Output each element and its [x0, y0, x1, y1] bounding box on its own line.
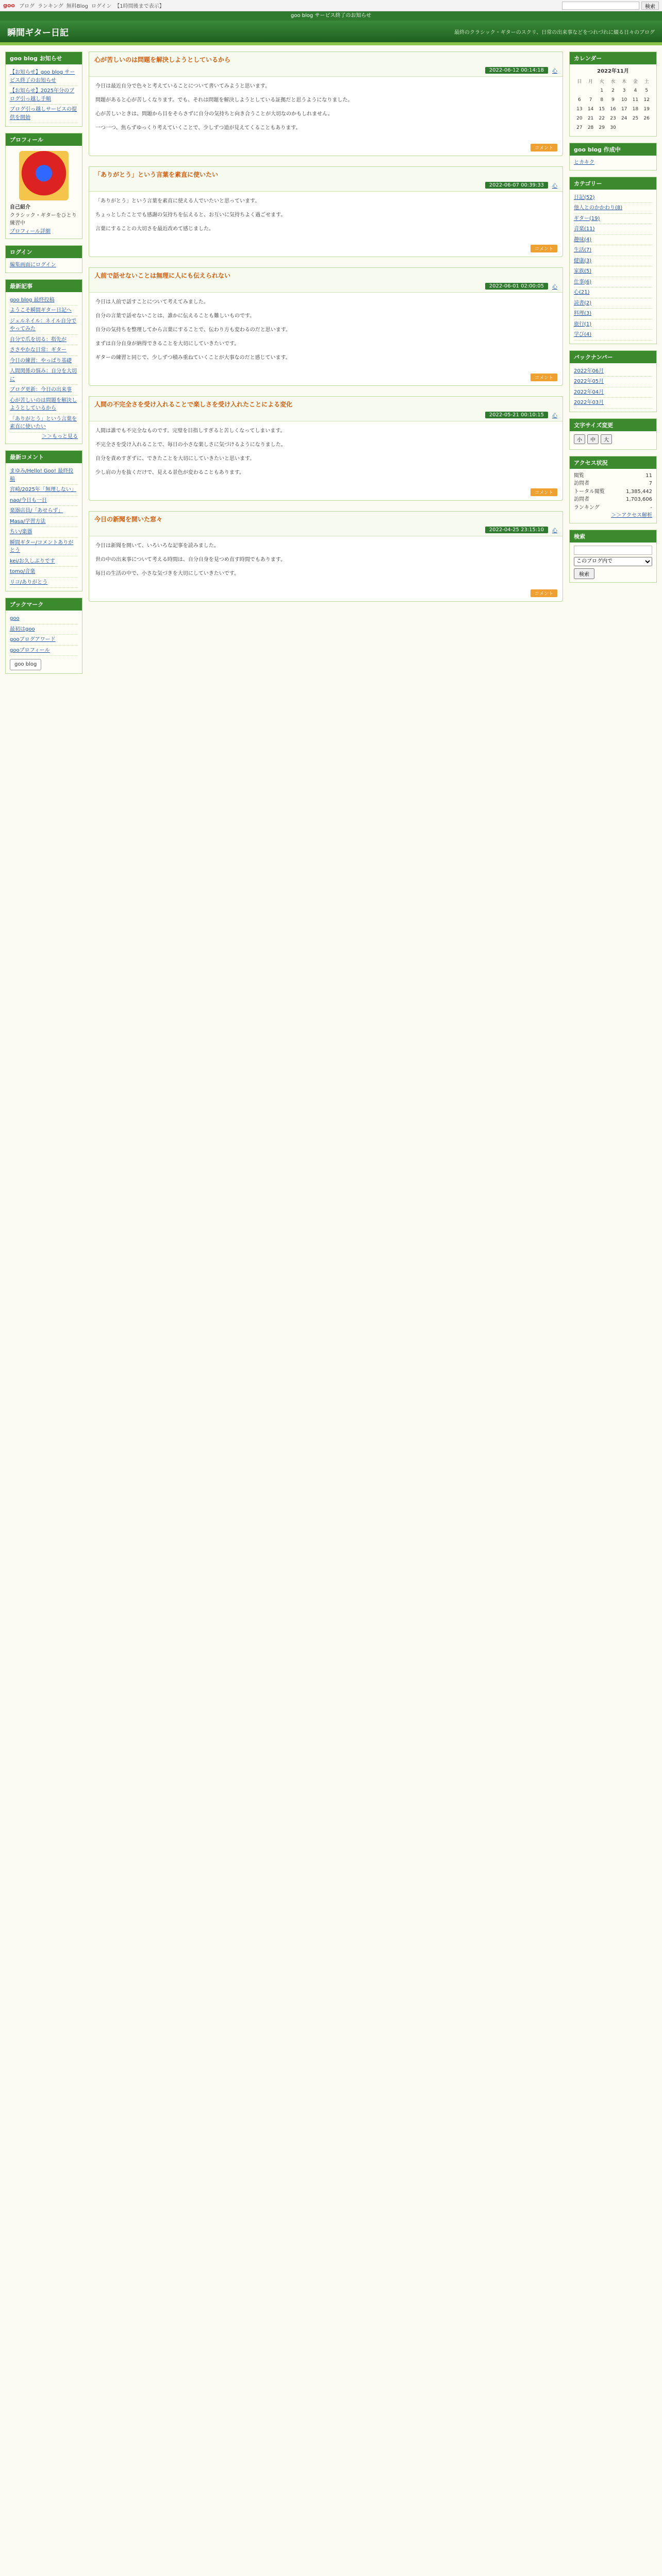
bookmark-item[interactable]: goo	[10, 616, 20, 621]
calendar-day	[574, 87, 585, 96]
entry-body	[89, 192, 562, 245]
calendar-weekday: 土	[644, 79, 649, 84]
search-button[interactable]: 検索	[574, 568, 594, 579]
category-item[interactable]: 生活(7)	[574, 247, 592, 253]
header-link[interactable]: ログイン	[91, 4, 112, 9]
entry-category[interactable]: 心	[552, 528, 557, 534]
recent-item[interactable]: ブログ更新：今日の出来事	[10, 387, 72, 393]
recent-item[interactable]: ジェルネイル：ネイル自分でやってみた	[10, 318, 77, 332]
entry-paragraph: 今日は新聞を開いて、いろいろな記事を読みました。	[95, 543, 219, 549]
calendar-day	[619, 124, 630, 133]
comments-box	[5, 450, 82, 591]
comment-item[interactable]: Masa/学習方法	[10, 518, 46, 524]
calendar-day: 7	[589, 97, 592, 103]
recent-more-link[interactable]: ＞＞もっと見る	[42, 433, 78, 439]
entry	[89, 52, 563, 156]
entry-paragraph: 不完全さを受け入れることで、毎日の小さな楽しさに気づけるようになりました。	[95, 442, 286, 448]
blogger-box	[569, 143, 657, 171]
notice-item[interactable]: 【お知らせ】goo blog サービス終了のお知らせ	[10, 70, 75, 83]
access-label: 閲覧	[574, 472, 584, 479]
calendar-box	[569, 52, 657, 137]
calendar-day: 26	[643, 116, 650, 122]
recent-item[interactable]: goo blog 最終投稿	[10, 297, 55, 303]
calendar-weekday: 金	[633, 79, 638, 84]
notice-title: goo blog お知らせ	[6, 52, 82, 64]
profile-title: プロフィール	[6, 133, 82, 146]
recent-item[interactable]: 今日の練習：やっぱり基礎	[10, 358, 72, 364]
entry-title[interactable]: 人間の不完全さを受け入れることで楽しさを受け入れたことによる変化	[94, 401, 293, 408]
entry-paragraph: まずは自分自身が納得できることを大切にしていきたいです。	[95, 341, 240, 347]
blog-title[interactable]: 瞬間ギター日記	[7, 27, 69, 38]
calendar-day: 28	[587, 125, 594, 131]
search-box	[569, 530, 657, 583]
entry-title[interactable]: 「ありがとう」という言葉を素直に使いたい	[94, 171, 219, 178]
backnumber-item[interactable]: 2022年05月	[574, 379, 604, 385]
category-item[interactable]: 心(21)	[574, 290, 590, 296]
calendar-day: 27	[576, 125, 583, 131]
calendar-title: カレンダー	[570, 52, 656, 64]
recent-title: 最新記事	[6, 280, 82, 292]
calendar-day: 8	[600, 97, 604, 103]
comment-link[interactable]: コメント	[531, 488, 557, 496]
calendar-caption: 2022年11月	[597, 69, 629, 74]
entry-paragraph: 言葉にすることの大切さを最近改めて感じました。	[95, 226, 214, 232]
entry-body	[89, 421, 562, 488]
backnumber-title: バックナンバー	[570, 351, 656, 363]
comment-link[interactable]: コメント	[531, 245, 557, 252]
calendar-day: 15	[599, 107, 605, 112]
calendar-day: 23	[610, 116, 616, 122]
blog-description: 最終のクラシック・ギターのスクリ、日常の出来事などをつれづれに綴る日々のブログ	[454, 29, 655, 36]
notice-item[interactable]: 【お知らせ】2025年分のブログ引っ越し手順	[10, 88, 75, 102]
calendar-day: 10	[621, 97, 627, 103]
blog-header	[0, 21, 662, 45]
access-box	[569, 456, 657, 523]
calendar-day: 11	[632, 97, 639, 103]
right-sidebar	[569, 52, 657, 2576]
entry-paragraph: 心が苦しいときは、問題から目をそらさずに自分の気持ちと向き合うことが大切なのかもしれません。	[95, 111, 333, 117]
entry-paragraph: 問題があると心が苦しくなります。でも、それは問題を解決しようとしている証拠だと思うようになりました。	[95, 97, 353, 103]
login-title: ログイン	[6, 246, 82, 258]
access-title: アクセス状況	[570, 456, 656, 469]
entry-date: 2022-06-12 00:14:18	[485, 67, 548, 74]
calendar-weekday: 木	[622, 79, 627, 84]
comment-item[interactable]: tomo/音楽	[10, 569, 36, 574]
bookmark-item[interactable]: gooプロフィール	[10, 647, 50, 653]
profile-name: 自己紹介	[10, 205, 30, 210]
category-item[interactable]: 音楽(11)	[574, 226, 595, 232]
calendar-day: 4	[634, 88, 637, 94]
calendar-weekday: 月	[588, 79, 593, 84]
category-item[interactable]: 日記(52)	[574, 194, 595, 200]
entry-paragraph: ギターの練習と同じで、少しずつ積み重ねていくことが大事なのだと感じています。	[95, 355, 291, 361]
comment-item[interactable]: ちい/楽器	[10, 529, 32, 535]
profile-text: クラシック・ギターをひとり練習中	[10, 212, 77, 226]
calendar-day	[585, 87, 597, 96]
profile-box	[5, 133, 82, 239]
entry-body	[89, 536, 562, 589]
header-search-input[interactable]	[562, 2, 639, 10]
entry-title[interactable]: 今日の新聞を開いた窓々	[94, 516, 163, 523]
access-label: トータル閲覧	[574, 488, 605, 495]
calendar-day: 14	[587, 107, 594, 112]
bookmarks-box	[5, 598, 82, 674]
service-notice-bar[interactable]: goo blog サービス終了のお知らせ	[0, 11, 662, 21]
entry-paragraph: 毎日の生活の中で、小さな気づきを大切にしていきたいです。	[95, 571, 239, 577]
entry	[89, 166, 563, 257]
recent-item[interactable]: 心が苦しいのは問題を解決しようとしているから	[10, 397, 77, 411]
access-value: 1,703,606	[626, 497, 652, 503]
calendar-day: 17	[621, 107, 627, 112]
access-value: 11	[646, 472, 652, 479]
entry-category[interactable]: 心	[552, 413, 557, 419]
entry-paragraph: ちょっとしたことでも感謝の気持ちを伝えると、お互いに気持ちよく過ごせます。	[95, 212, 286, 218]
category-title: カテゴリー	[570, 177, 656, 190]
calendar-day: 25	[632, 116, 639, 122]
calendar-day: 20	[576, 116, 583, 122]
recent-item[interactable]: ささやかな日常：ギター	[10, 347, 67, 353]
recent-box	[5, 279, 82, 445]
calendar-weekday: 水	[610, 79, 616, 84]
category-box	[569, 177, 657, 344]
backnumber-item[interactable]: 2022年03月	[574, 400, 604, 406]
header-link[interactable]: ランキング	[38, 4, 63, 9]
entry-date: 2022-04-25 23:15:10	[485, 527, 548, 533]
comment-link[interactable]: コメント	[531, 374, 557, 381]
header-link[interactable]: ブログ	[19, 4, 35, 9]
entry-date: 2022-05-21 00:10:15	[485, 412, 548, 418]
recent-item[interactable]: 「ありがとう」という言葉を素直に使いたい	[10, 416, 77, 430]
header-notice: 【1時間後まで表示】	[114, 4, 164, 9]
header-link[interactable]: 無料Blog	[66, 4, 88, 9]
entry-category[interactable]: 心	[552, 284, 557, 290]
search-scope-select[interactable]	[574, 557, 652, 566]
login-link[interactable]: 編集画面にログイン	[10, 262, 56, 268]
goo-logo[interactable]: goo	[3, 2, 15, 9]
entry-category[interactable]: 心	[552, 183, 557, 189]
recent-item[interactable]: 自分で爪を切る：指先が	[10, 336, 67, 343]
entry-date: 2022-06-01 02:00:05	[485, 283, 548, 290]
search-input[interactable]	[574, 546, 652, 555]
entry-paragraph: 世の中の出来事について考える時間は、自分自身を見つめ直す時間でもあります。	[95, 557, 286, 563]
font-middle-button[interactable]: 中	[587, 434, 599, 444]
entry-paragraph: 「ありがとう」という言葉を素直に使える人でいたいと思っています。	[95, 198, 260, 204]
entry	[89, 396, 563, 501]
bookmarks-title: ブックマーク	[6, 598, 82, 611]
calendar-table	[574, 78, 652, 133]
notice-item[interactable]: ブログ引っ越しサービスの提供を開始	[10, 107, 77, 121]
profile-more-link[interactable]: プロフィール詳細	[10, 228, 51, 234]
comment-item[interactable]: nao/今日も一日	[10, 497, 47, 503]
header-search-button[interactable]: 検索	[641, 2, 659, 10]
avatar	[19, 151, 69, 200]
entry	[89, 511, 563, 602]
calendar-day: 18	[632, 107, 639, 112]
calendar-day: 16	[610, 107, 616, 112]
entry-paragraph: 人間は誰でも不完全なものです。完璧を目指しすぎると苦しくなってしまいます。	[95, 428, 286, 434]
backnumber-box	[569, 350, 657, 412]
access-value: 7	[649, 481, 652, 487]
category-item[interactable]: 趣味(4)	[574, 236, 592, 243]
calendar-day: 13	[576, 107, 583, 112]
recent-item[interactable]: ようこそ瞬間ギター日記へ	[10, 308, 72, 313]
calendar-day: 5	[645, 88, 648, 94]
main-content	[89, 52, 563, 2576]
category-item[interactable]: 健康(3)	[574, 258, 592, 264]
calendar-day: 24	[621, 116, 627, 122]
calendar-day: 3	[622, 88, 626, 94]
calendar-day: 9	[611, 97, 615, 103]
category-item[interactable]: 仕事(6)	[574, 279, 592, 285]
left-sidebar	[5, 52, 82, 2576]
entry-body	[89, 293, 562, 374]
login-box	[5, 245, 82, 273]
site-header	[0, 0, 662, 11]
entry-paragraph: 今日は最近自分で色々と考えていることについて書いてみようと思います。	[95, 83, 270, 89]
access-label: ランキング	[574, 504, 600, 511]
comment-item[interactable]: リコ/ありがとう	[10, 579, 48, 585]
category-item[interactable]: 家族(5)	[574, 268, 592, 275]
calendar-day: 22	[599, 116, 605, 122]
category-item[interactable]: 読書(2)	[574, 300, 592, 306]
category-item[interactable]: 他人とのかかわり(8)	[574, 205, 623, 211]
calendar-weekday: 火	[599, 79, 604, 84]
comment-item[interactable]: まゆみ/Hello! Goo! 最終投稿	[10, 468, 74, 482]
calendar-day: 12	[643, 97, 650, 103]
blogger-link[interactable]: ヒカキク	[574, 160, 594, 166]
notice-box	[5, 52, 82, 127]
goo-blog-button[interactable]: goo blog	[10, 659, 41, 670]
comment-link[interactable]: コメント	[531, 144, 557, 151]
entry-paragraph: 自分を責めすぎずに、できたことを大切にしていきたいと思います。	[95, 456, 255, 462]
entry-paragraph: 自分の言葉で話せないことは、誰かに伝えることも難しいものです。	[95, 313, 255, 319]
access-label: 訪問者	[574, 497, 589, 503]
comment-item[interactable]: kei/お久しぶりです	[10, 558, 55, 564]
calendar-day: 1	[600, 88, 604, 94]
calendar-day: 19	[643, 107, 650, 112]
entry-category[interactable]: 心	[552, 69, 557, 74]
header-links	[19, 2, 164, 9]
access-value: 1,385,442	[626, 488, 652, 495]
entry-paragraph: 一つ一つ、焦らずゆっくり考えていくことで、少しずつ道が見えてくることもあります。	[95, 125, 301, 131]
calendar-day: 29	[599, 125, 605, 131]
calendar-day: 30	[610, 125, 616, 131]
entry-paragraph: 自分の気持ちを整理してから言葉にすることで、伝わり方も変わるのだと思います。	[95, 327, 291, 333]
entry	[89, 267, 563, 386]
font-size-box	[569, 418, 657, 450]
category-item[interactable]: 旅行(1)	[574, 321, 592, 327]
font-large-button[interactable]: 大	[601, 434, 612, 444]
backnumber-item[interactable]: 2022年06月	[574, 368, 604, 374]
access-label: 訪問者	[574, 481, 589, 487]
recent-item[interactable]: 人間関係の悩み：自分を大切に	[10, 368, 77, 382]
font-size-title: 文字サイズ変更	[570, 419, 656, 431]
category-item[interactable]: 料理(3)	[574, 311, 592, 317]
calendar-day: 6	[577, 97, 581, 103]
access-more-link[interactable]: ＞＞アクセス解析	[611, 513, 652, 519]
entry-paragraph: 今日は人前で話すことについて考えてみました。	[95, 299, 209, 305]
entry-date: 2022-06-07 00:39:33	[485, 182, 548, 189]
calendar-day	[630, 124, 641, 133]
search-title: 検索	[570, 530, 656, 543]
comment-item[interactable]: 楽器店員/「あせらず」	[10, 508, 63, 514]
bookmark-item[interactable]: 最初はgoo	[10, 626, 35, 632]
header-search	[562, 2, 659, 10]
backnumber-item[interactable]: 2022年04月	[574, 389, 604, 395]
calendar-day: 21	[587, 116, 594, 122]
category-item[interactable]: 学び(4)	[574, 332, 592, 338]
calendar-weekday: 日	[577, 79, 582, 84]
bookmark-item[interactable]: gooブログアワード	[10, 637, 56, 642]
comment-item[interactable]: 宮崎/2025年「無理しない」	[10, 487, 76, 493]
blogger-title: goo blog 作成中	[570, 143, 656, 156]
entry-title[interactable]: 人前で話せないことは無理に人にも伝えられない	[94, 272, 231, 279]
entry-paragraph: 少し肩の力を抜くだけで、見える景色が変わることもあります。	[95, 470, 244, 476]
entry-title[interactable]: 心が苦しいのは問題を解決しようとしているから	[94, 56, 231, 63]
category-item[interactable]: ギター(19)	[574, 215, 600, 222]
font-small-button[interactable]: 小	[574, 434, 585, 444]
comments-title: 最新コメント	[6, 451, 82, 463]
entry-body	[89, 77, 562, 144]
access-value: -	[650, 504, 652, 511]
comment-link[interactable]: コメント	[531, 589, 557, 597]
calendar-day: 2	[611, 88, 615, 94]
comment-item[interactable]: 瞬間ギター/コメントありがとう	[10, 539, 74, 553]
calendar-day	[641, 124, 652, 133]
